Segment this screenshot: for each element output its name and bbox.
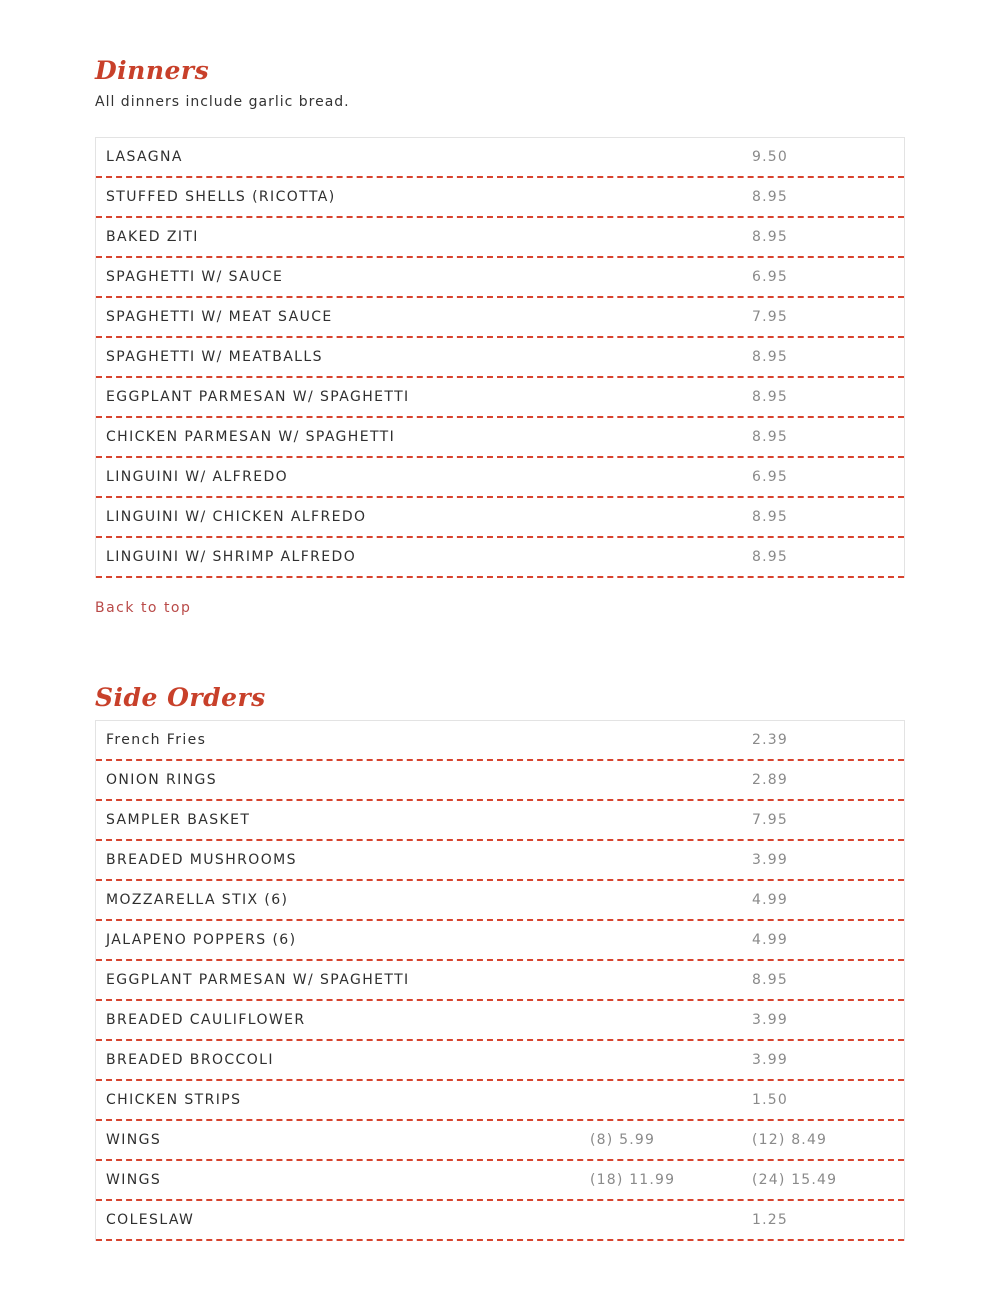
menu-item-name: SPAGHETTI W/ MEATBALLS — [106, 349, 323, 365]
menu-item-name: SAMPLER BASKET — [106, 812, 251, 828]
menu-item-price: (12) 8.49 — [752, 1132, 828, 1148]
menu-item-price: 2.89 — [752, 772, 788, 788]
menu-item-row — [96, 1041, 904, 1081]
menu-item-row — [96, 1121, 904, 1161]
menu-item-row — [96, 1001, 904, 1041]
menu-item-price: 8.95 — [752, 549, 788, 565]
menu-item-row — [96, 961, 904, 1001]
menu-item-name: LASAGNA — [106, 149, 183, 165]
menu-item-name: BREADED CAULIFLOWER — [106, 1012, 306, 1028]
menu-item-name: WINGS — [106, 1172, 162, 1188]
menu-item-row — [96, 538, 904, 578]
menu-item-price: 7.95 — [752, 309, 788, 325]
menu-item-row — [96, 801, 904, 841]
menu-item-row — [96, 378, 904, 418]
menu-item-price: 7.95 — [752, 812, 788, 828]
menu-item-row — [96, 298, 904, 338]
menu-item-row — [96, 138, 904, 178]
menu-item-row — [96, 498, 904, 538]
menu-item-price: 3.99 — [752, 1012, 788, 1028]
menu-item-row — [96, 761, 904, 801]
dinners-title: Dinners — [95, 56, 210, 85]
menu-item-price: 2.39 — [752, 732, 788, 748]
menu-item-name: BAKED ZITI — [106, 229, 199, 245]
menu-item-name: EGGPLANT PARMESAN W/ SPAGHETTI — [106, 972, 410, 988]
menu-item-name: CHICKEN PARMESAN W/ SPAGHETTI — [106, 429, 396, 445]
menu-item-price: 4.99 — [752, 932, 788, 948]
menu-item-row — [96, 218, 904, 258]
menu-item-name: SPAGHETTI W/ MEAT SAUCE — [106, 309, 333, 325]
menu-item-row — [96, 721, 904, 761]
menu-item-row — [96, 921, 904, 961]
menu-item-row — [96, 338, 904, 378]
side-orders-menu-table — [95, 720, 905, 1241]
menu-item-price: 3.99 — [752, 852, 788, 868]
menu-item-row — [96, 258, 904, 298]
menu-item-price: (24) 15.49 — [752, 1172, 838, 1188]
menu-item-name: BREADED BROCCOLI — [106, 1052, 274, 1068]
menu-item-price: 6.95 — [752, 469, 788, 485]
menu-item-name: EGGPLANT PARMESAN W/ SPAGHETTI — [106, 389, 410, 405]
menu-item-row — [96, 458, 904, 498]
menu-item-name: ONION RINGS — [106, 772, 218, 788]
menu-item-price-secondary: (8) 5.99 — [590, 1132, 656, 1148]
menu-item-name: LINGUINI W/ CHICKEN ALFREDO — [106, 509, 367, 525]
menu-item-price: 8.95 — [752, 972, 788, 988]
menu-item-name: WINGS — [106, 1132, 162, 1148]
menu-item-name: French Fries — [106, 732, 207, 748]
menu-item-name: LINGUINI W/ ALFREDO — [106, 469, 289, 485]
menu-item-price: 8.95 — [752, 229, 788, 245]
menu-item-name: SPAGHETTI W/ SAUCE — [106, 269, 284, 285]
menu-item-name: MOZZARELLA STIX (6) — [106, 892, 289, 908]
menu-item-name: CHICKEN STRIPS — [106, 1092, 242, 1108]
menu-item-price-secondary: (18) 11.99 — [590, 1172, 676, 1188]
menu-item-name: COLESLAW — [106, 1212, 195, 1228]
dinners-section — [95, 55, 905, 618]
menu-item-row — [96, 841, 904, 881]
menu-item-name: BREADED MUSHROOMS — [106, 852, 297, 868]
menu-item-price: 8.95 — [752, 189, 788, 205]
menu-item-price: 1.25 — [752, 1212, 788, 1228]
menu-item-name: STUFFED SHELLS (RICOTTA) — [106, 189, 336, 205]
side-orders-title: Side Orders — [95, 683, 266, 712]
dinners-note: All dinners include garlic bread. — [95, 94, 350, 110]
back-to-top-link[interactable]: Back to top — [95, 600, 192, 616]
menu-item-price: 1.50 — [752, 1092, 788, 1108]
menu-item-price: 8.95 — [752, 429, 788, 445]
menu-item-price: 8.95 — [752, 349, 788, 365]
menu-item-price: 4.99 — [752, 892, 788, 908]
menu-item-row — [96, 178, 904, 218]
menu-item-price: 8.95 — [752, 389, 788, 405]
menu-item-name: LINGUINI W/ SHRIMP ALFREDO — [106, 549, 357, 565]
menu-item-row — [96, 418, 904, 458]
menu-item-row — [96, 1161, 904, 1201]
menu-item-row — [96, 1201, 904, 1241]
menu-item-price: 3.99 — [752, 1052, 788, 1068]
menu-item-row — [96, 881, 904, 921]
menu-item-price: 6.95 — [752, 269, 788, 285]
menu-item-price: 9.50 — [752, 149, 788, 165]
dinners-menu-table — [95, 137, 905, 578]
side-orders-section — [95, 682, 905, 1241]
menu-item-row — [96, 1081, 904, 1121]
menu-item-name: JALAPENO POPPERS (6) — [106, 932, 297, 948]
menu-item-price: 8.95 — [752, 509, 788, 525]
